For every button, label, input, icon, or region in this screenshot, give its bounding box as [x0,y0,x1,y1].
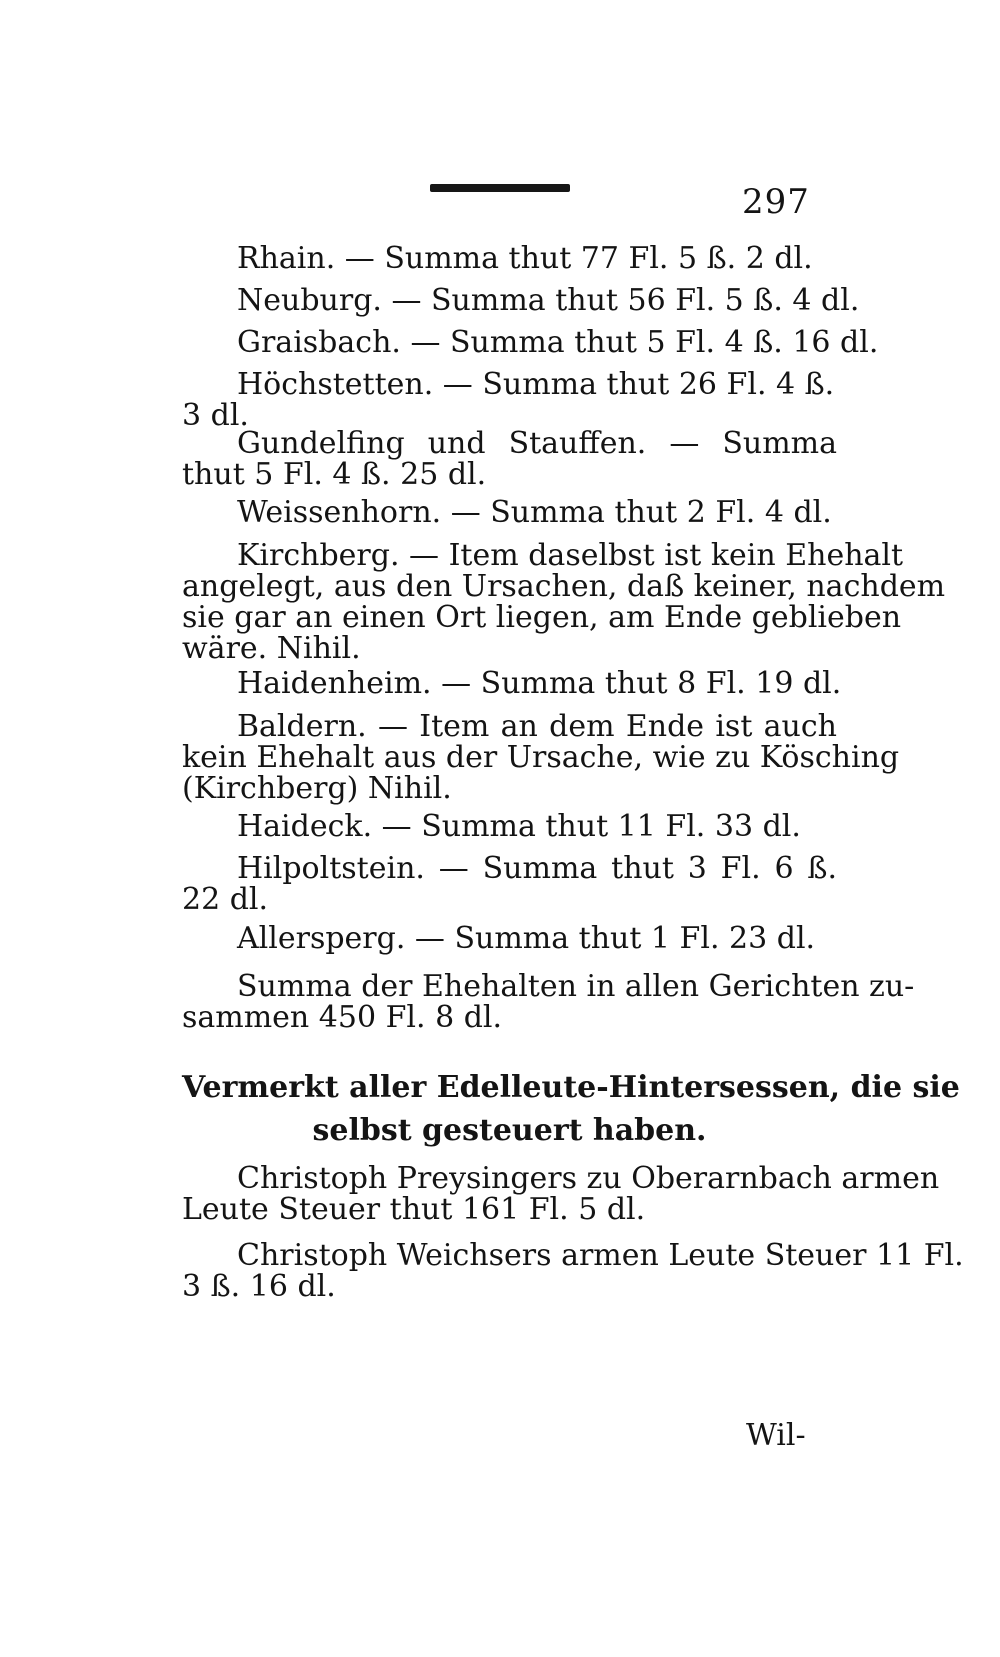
entry-line: Summa der Ehehalten in allen Gerichten zu- [237,969,915,1004]
entry-line: Höchstetten. — Summa thut 26 Fl. 4 ß. [237,367,835,402]
entry-haidenheim [182,666,842,701]
section-entry-preysinger [182,1161,940,1227]
section-heading-line: Vermerkt aller Edelleute-Hintersessen, die sie [182,1070,960,1105]
entry-hoechstetten [182,369,837,431]
entry-line: 3 dl. [182,398,249,433]
section-entry-weichser [182,1238,964,1304]
entry-line: 22 dl. [182,882,269,917]
entry-line: sammen 450 Fl. 8 dl. [182,1000,503,1035]
entry-line: Haidenheim. — Summa thut 8 Fl. 19 dl. [237,666,842,701]
entry-graisbach [182,325,879,360]
entry-neuburg [182,283,860,318]
entry-line: Baldern. — Item an dem Ende ist auch [237,709,837,744]
entry-hilpoltstein [182,853,837,915]
entry-line: Kirchberg. — Item daselbst ist kein Ehehalt [237,538,904,573]
header-rule [430,184,570,192]
section-heading [182,1066,960,1152]
entry-line: angelegt, aus den Ursachen, daß keiner, nachdem [182,569,946,604]
catchword: Wil- [746,1418,806,1453]
entry-line: wäre. Nihil. [182,631,361,666]
entry-kirchberg [182,538,946,666]
entry-line: Christoph Weichsers armen Leute Steuer 11 Fl. [237,1238,964,1273]
entry-line: Allersperg. — Summa thut 1 Fl. 23 dl. [237,921,816,956]
entry-line: thut 5 Fl. 4 ß. 25 dl. [182,457,487,492]
entry-line: Graisbach. — Summa thut 5 Fl. 4 ß. 16 dl. [237,325,879,360]
entry-line: Christoph Preysingers zu Oberarnbach armen [237,1161,940,1196]
entry-line: Hilpoltstein. — Summa thut 3 Fl. 6 ß. [237,851,837,886]
entry-line: Neuburg. — Summa thut 56 Fl. 5 ß. 4 dl. [237,283,860,318]
entry-line: Weissenhorn. — Summa thut 2 Fl. 4 dl. [237,495,832,530]
entry-haideck [182,811,837,842]
entry-line: sie gar an einen Ort liegen, am Ende geblieben [182,600,902,635]
entry-baldern [182,709,900,806]
entry-line: Rhain. — Summa thut 77 Fl. 5 ß. 2 dl. [237,241,813,276]
entry-gundelfing [182,428,837,490]
entry-total [182,969,915,1035]
entry-line: Gundelfing und Stauffen. — Summa [237,426,837,461]
page-number: 297 [742,182,810,222]
entry-allersperg [182,923,837,954]
entry-rhain [182,243,837,274]
entry-line: (Kirchberg) Nihil. [182,771,452,806]
section-heading-line: selbst gesteuert haben. [312,1113,707,1148]
entry-line: 3 ß. 16 dl. [182,1269,336,1304]
entry-line: kein Ehehalt aus der Ursache, wie zu Kösching [182,740,900,775]
entry-line: Haideck. — Summa thut 11 Fl. 33 dl. [237,809,801,844]
entry-weissenhorn [182,497,837,528]
entry-line: Leute Steuer thut 161 Fl. 5 dl. [182,1192,646,1227]
